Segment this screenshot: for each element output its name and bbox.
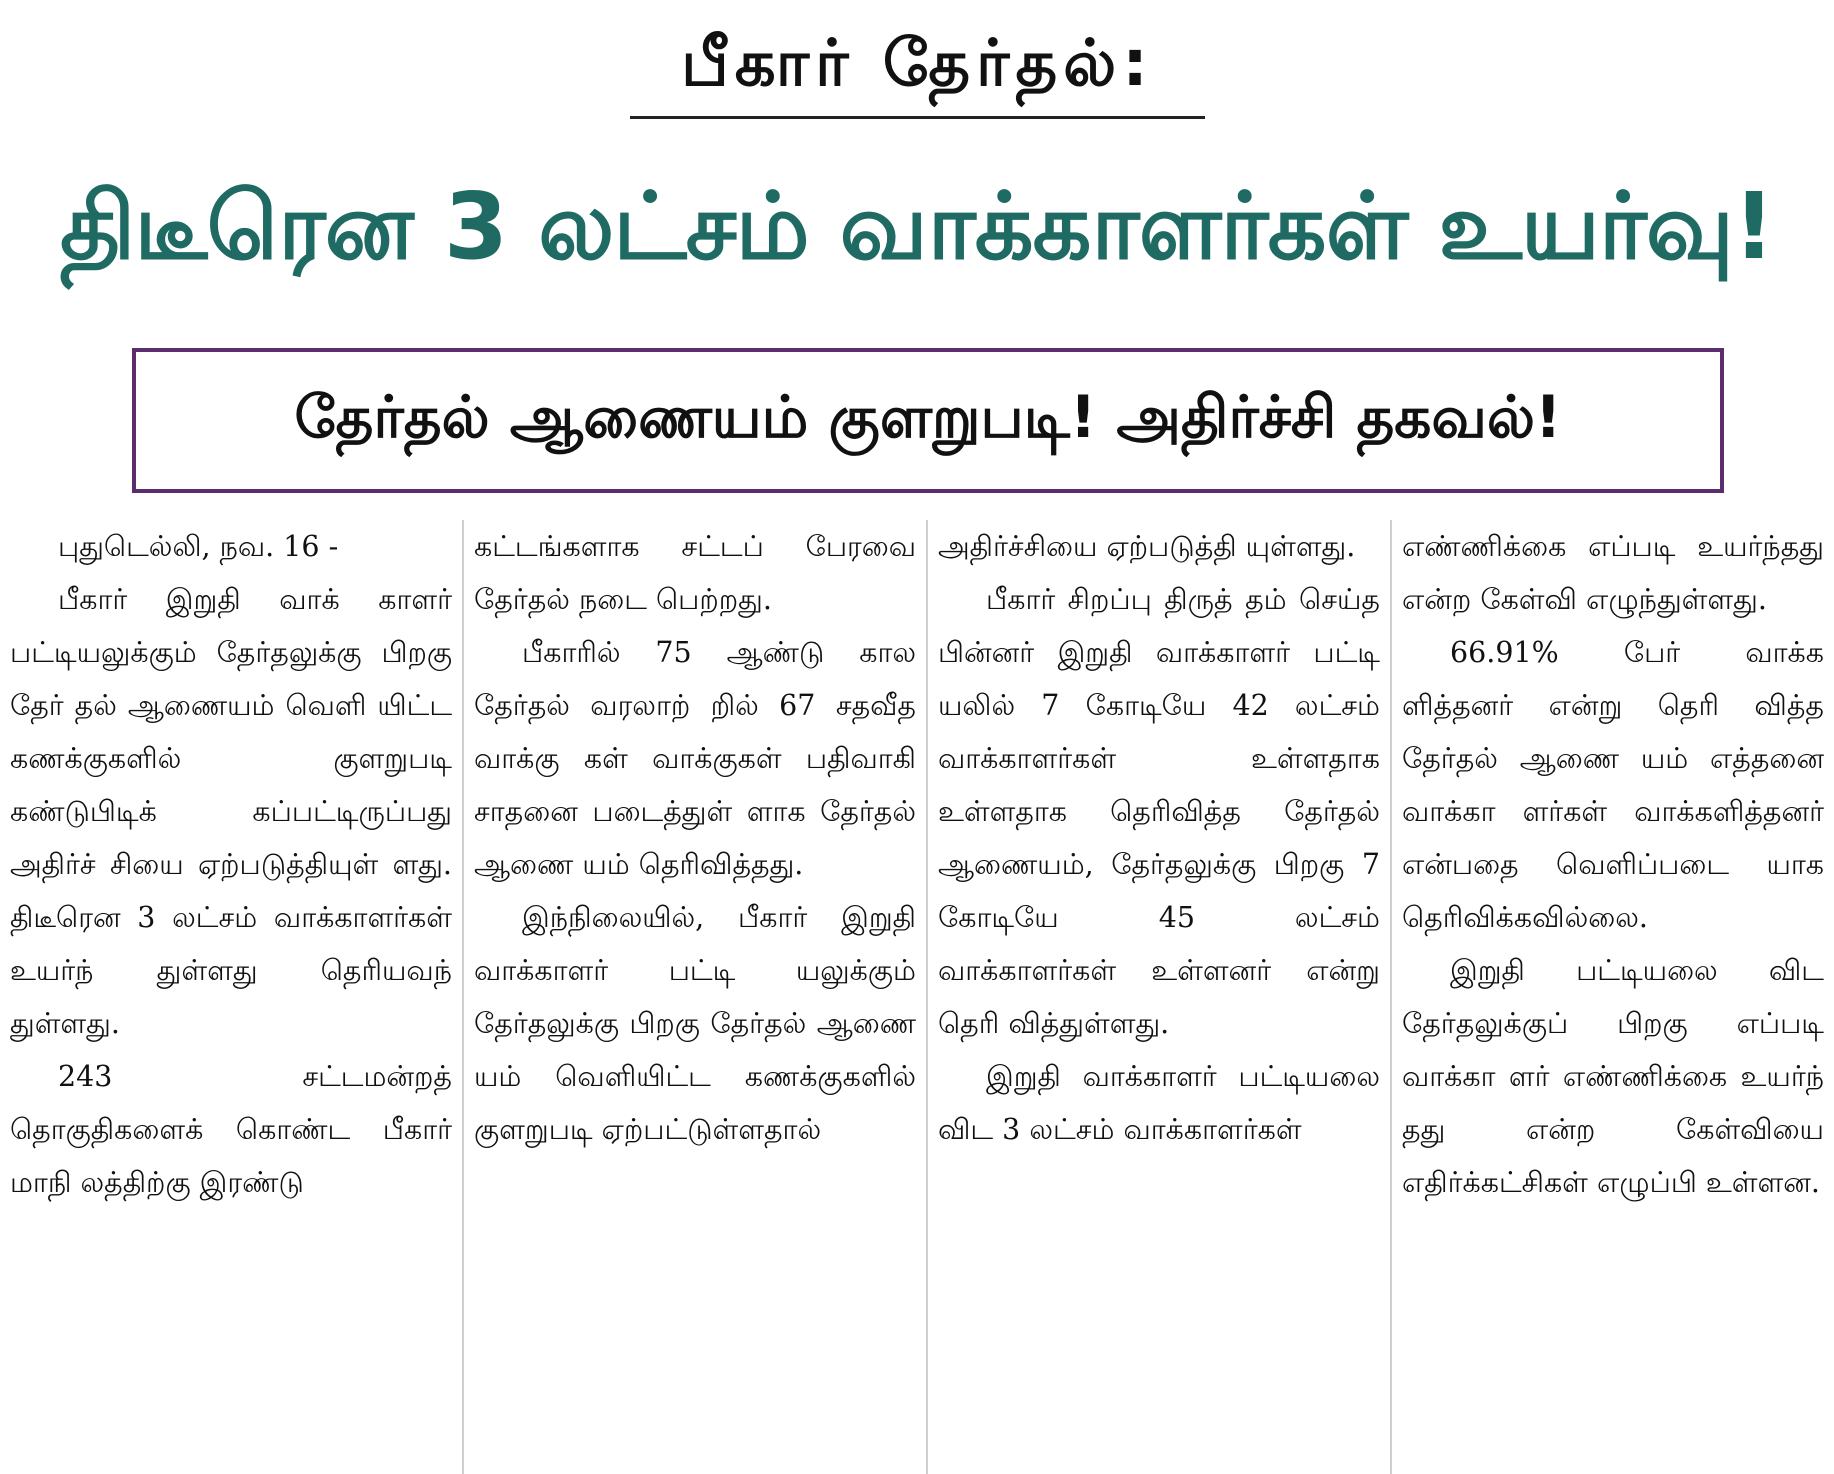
deck: தேர்தல் ஆணையம் குளறுபடி! அதிர்ச்சி தகவல்! [294, 382, 1562, 451]
article-body [0, 520, 1834, 1474]
paragraph: பீகாரில் 75 ஆண்டு கால தேர்தல் வரலாற் றில் 67 சதவீத வாக்கு கள் வாக்குகள் பதிவாகி சாதனை படைத்துள் ளாக தேர்தல் ஆணை யம் தெரிவித்தது. [474, 636, 916, 881]
paragraph: இறுதி பட்டியலை விட தேர்தலுக்குப் பிறகு எப்படி வாக்கா ளர் எண்ணிக்கை உயர்ந் தது என்ற கேள்வியை எதிர்க்கட்சிகள் எழுப்பி உள்ளன. [1402, 954, 1824, 1199]
paragraph: இறுதி வாக்காளர் பட்டியலை விட 3 லட்சம் வாக்காளர்கள் [938, 1060, 1380, 1146]
paragraph: பீகார் இறுதி வாக் காளர் பட்டியலுக்கும் தேர்தலுக்கு பிறகு தேர் தல் ஆணையம் வெளி யிட்ட கணக்குகளில் குளறுபடி கண்டுபிடிக் கப்பட்டிருப்பது அதிர்ச் சியை ஏற்படுத்தியுள் ளது. திடீரென 3 லட்சம் வாக்காளர்கள் உயர்ந் துள்ளது தெரியவந் துள்ளது. [10, 583, 452, 1040]
article-column-4 [1392, 520, 1834, 1474]
deck-box [132, 348, 1724, 493]
article-column-2 [464, 520, 928, 1474]
paragraph: 66.91% பேர் வாக்க ளித்தனர் என்று தெரி வித்த தேர்தல் ஆணை யம் எத்தனை வாக்கா ளர்கள் வாக்களித்தனர் என்பதை வெளிப்படை யாக தெரிவிக்கவில்லை. [1402, 636, 1824, 934]
article-column-3 [928, 520, 1392, 1474]
paragraph: இந்நிலையில், பீகார் இறுதி வாக்காளர் பட்டி யலுக்கும் தேர்தலுக்கு பிறகு தேர்தல் ஆணை யம் வெளியிட்ட கணக்குகளில் குளறுபடி ஏற்பட்டுள்ளதால் [474, 901, 916, 1146]
headline: திடீரென 3 லட்சம் வாக்காளர்கள் உயர்வு! [60, 172, 1774, 280]
paragraph: கட்டங்களாக சட்டப் பேரவை தேர்தல் நடை பெற்றது. [474, 530, 916, 616]
article-column-1 [0, 520, 464, 1474]
dateline: புதுடெல்லி, நவ. 16 - [58, 530, 339, 563]
paragraph: 243 சட்டமன்றத் தொகுதிகளைக் கொண்ட பீகார் மாநி லத்திற்கு இரண்டு [10, 1060, 452, 1199]
kicker-underline [630, 116, 1205, 119]
paragraph: எண்ணிக்கை எப்படி உயர்ந்தது என்ற கேள்வி எழுந்துள்ளது. [1402, 530, 1824, 616]
paragraph: அதிர்ச்சியை ஏற்படுத்தி யுள்ளது. [938, 530, 1356, 563]
kicker: பீகார் தேர்தல்: [681, 27, 1154, 101]
paragraph: பீகார் சிறப்பு திருத் தம் செய்த பின்னர் இறுதி வாக்காளர் பட்டி யலில் 7 கோடியே 42 லட்சம் வாக்காளர்கள் உள்ளதாக உள்ளதாக தெரிவித்த தேர்தல் ஆணையம், தேர்தலுக்கு பிறகு 7 கோடியே 45 லட்சம் வாக்காளர்கள் உள்ளனர் என்று தெரி வித்துள்ளது. [938, 583, 1380, 1040]
